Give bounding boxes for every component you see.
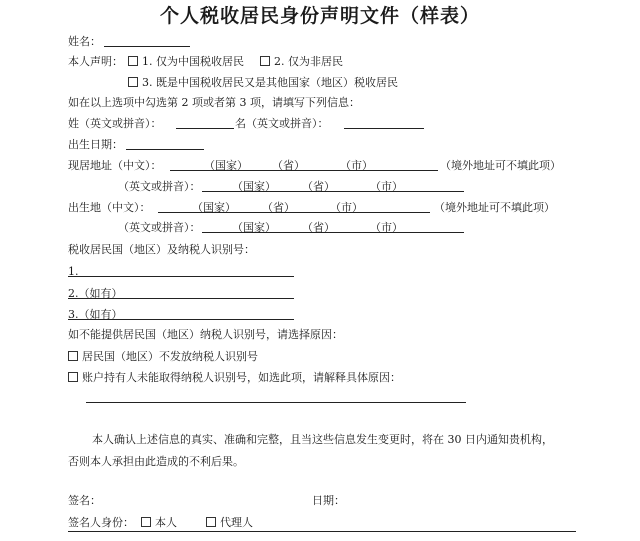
- option-2-label: 2. 仅为非居民: [274, 55, 343, 68]
- name-label: 姓名：: [68, 35, 101, 48]
- tin-field-3[interactable]: [68, 319, 294, 320]
- address-province: （省）: [272, 159, 305, 172]
- tin-field-1[interactable]: [68, 276, 294, 277]
- reason-2-label: 账户持有人未能取得纳税人识别号，如选此项，请解释具体原因：: [82, 371, 401, 384]
- tin-item-2: 2.（如有）: [68, 287, 123, 300]
- option-2-checkbox[interactable]: [260, 56, 270, 66]
- surname-field[interactable]: [176, 128, 234, 129]
- signer-agent-label: 代理人: [220, 516, 253, 529]
- tin-label: 税收居民国（地区）及纳税人识别号：: [68, 243, 255, 256]
- birthplace-en-province: （省）: [302, 221, 335, 234]
- signer-identity-label: 签名人身份：: [68, 516, 134, 529]
- address-en-country: （国家）: [232, 180, 276, 193]
- address-en-province: （省）: [302, 180, 335, 193]
- birthplace-en-country: （国家）: [232, 221, 276, 234]
- instruction-text: 如在以上选项中勾选第 2 项或者第 3 项，请填写下列信息：: [68, 96, 360, 109]
- tin-item-3: 3.（如有）: [68, 308, 123, 321]
- reason-1-checkbox[interactable]: [68, 351, 78, 361]
- tin-item-1: 1.: [68, 265, 79, 278]
- birthplace-province: （省）: [262, 201, 295, 214]
- address-city: （市）: [340, 159, 373, 172]
- address-en-label: （英文或拼音）：: [118, 180, 201, 193]
- confirmation-line-2: 否则本人承担由此造成的不利后果。: [68, 455, 244, 468]
- given-name-label: 名（英文或拼音）：: [235, 117, 329, 130]
- name-field[interactable]: [104, 46, 190, 47]
- address-country: （国家）: [204, 159, 248, 172]
- page-title: 个人税收居民身份声明文件（样表）: [159, 5, 480, 27]
- dob-label: 出生日期：: [68, 138, 123, 151]
- declaration-label: 本人声明：: [68, 55, 123, 68]
- option-2[interactable]: [260, 55, 343, 68]
- option-3-label: 3. 既是中国税收居民又是其他国家（地区）税收居民: [142, 76, 398, 89]
- given-name-field[interactable]: [344, 128, 424, 129]
- date-label: 日期：: [312, 494, 345, 507]
- address-label: 现居地址（中文）：: [68, 159, 162, 172]
- reason-explanation-field[interactable]: [86, 402, 466, 403]
- birthplace-en-city: （市）: [370, 221, 403, 234]
- signer-self-label: 本人: [155, 516, 177, 529]
- birthplace-city: （市）: [330, 201, 363, 214]
- signature-bottom-line: [68, 531, 576, 532]
- option-1-checkbox[interactable]: [128, 56, 138, 66]
- address-note: （境外地址可不填此项）: [440, 159, 561, 172]
- option-3-checkbox[interactable]: [128, 77, 138, 87]
- dob-field[interactable]: [126, 149, 204, 150]
- option-3[interactable]: [128, 76, 398, 89]
- birthplace-note: （境外地址可不填此项）: [434, 201, 555, 214]
- birthplace-en-label: （英文或拼音）：: [118, 221, 201, 234]
- reason-1-label: 居民国（地区）不发放纳税人识别号: [82, 350, 258, 363]
- surname-label: 姓（英文或拼音）：: [68, 117, 162, 130]
- signature-label: 签名：: [68, 494, 101, 507]
- tin-field-2[interactable]: [68, 298, 294, 299]
- reason-2-checkbox[interactable]: [68, 372, 78, 382]
- confirmation-line-1: 本人确认上述信息的真实、准确和完整，且当这些信息发生变更时，将在 30 日内通知贵机构，: [92, 433, 553, 446]
- birthplace-country: （国家）: [192, 201, 236, 214]
- signer-agent-checkbox[interactable]: [206, 517, 216, 527]
- reason-2[interactable]: [68, 371, 401, 384]
- birthplace-label: 出生地（中文）：: [68, 201, 151, 214]
- signer-agent-option[interactable]: [206, 516, 253, 529]
- reason-label: 如不能提供居民国（地区）纳税人识别号，请选择原因：: [68, 328, 343, 341]
- signer-self-checkbox[interactable]: [141, 517, 151, 527]
- reason-1[interactable]: [68, 350, 258, 363]
- signer-self-option[interactable]: [141, 516, 177, 529]
- option-1[interactable]: [128, 55, 244, 68]
- address-en-city: （市）: [370, 180, 403, 193]
- option-1-label: 1. 仅为中国税收居民: [142, 55, 244, 68]
